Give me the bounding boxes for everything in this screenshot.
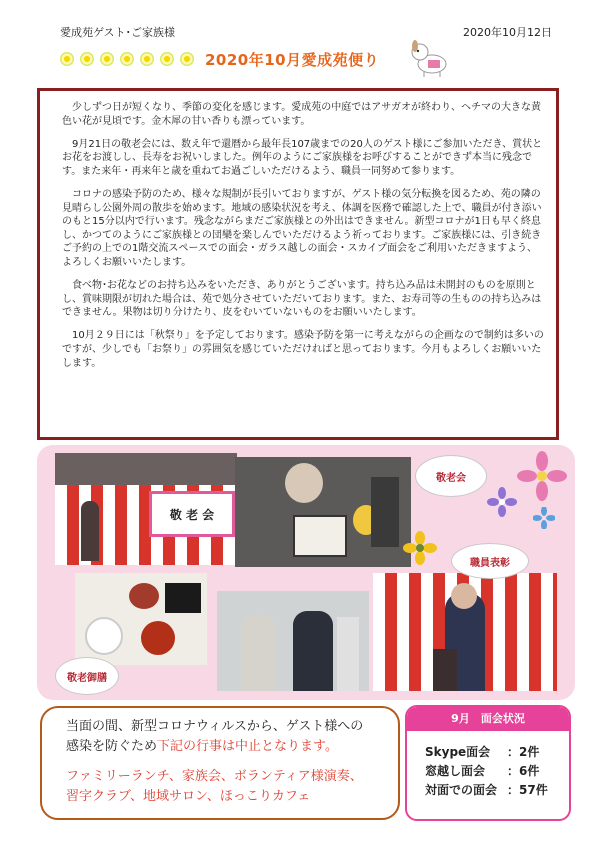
visit-status-title: 9月 面会状況 [407,707,569,731]
flower-icon [140,52,154,66]
flower-icon [120,52,134,66]
visit-label: 対面での面会 [425,783,498,797]
blue-flower-icon [533,507,555,529]
photo-collage [37,445,575,700]
notice-cancel-text: 下記の行事は中止となります。 [157,739,338,754]
letter-paragraph: コロナの感染予防のため、様々な規制が長引いておりますが、ゲスト様の気分転換を図るため、苑の隣の見晴らし公園外周の散歩を始めます。地域の感染状況を考え、体調を医務で確認した上で、職員が付き添いのもと15分以内で行います。残念ながらまだご家族様との外出はできません。新型コロナが1日も早く終息し、かつてのようにご家族様との団欒を楽しんでいただけるよう祈っております。ご家族様には、引き続きご予約の上での1階交流スペースでの面会・ガラス越しの面会・スカイプ面会をご利用いただきますよう、よろしくお願いいたします。 [62,188,542,268]
cancellation-notice [40,706,400,820]
flower-border [60,52,194,66]
ceremony-hall-photo [55,453,237,565]
visit-label: Skype面会 [425,745,491,759]
visit-count: ：6件 [507,764,540,778]
letter-paragraph: 9月21日の敬老会には、数え年で還暦から最年長107歳までの20人のゲスト様にご参加いただき、賞状とお花をお渡しし、長寿をお祝いしました。例年のようにご家族様をお呼びすることができず本当に残念です。また来年・再来年と歳を重ねてお過ごしいただけるよう、職員一同努めて参ります。 [62,138,543,177]
flower-icon [180,52,194,66]
notice-line [66,737,374,757]
visit-label: 窓越し面会 [425,764,486,778]
visit-status-box [405,705,571,821]
issue-date: 2020年10月12日 [463,26,552,39]
keirokai-bubble: 敬老会 [415,455,487,497]
letter-paragraph: 食べ物･お花などのお持ち込みをいただき、ありがとうございます。持ち込み品は未開封のものを原則とし、賞味期限が切れた場合は、苑で処分させていただいております。また、お寿司等の生ものの持ち込みはできません。果物は切り分けたり、皮をむいていないものをお願いいたします。 [62,280,542,319]
notice-prefix: 感染を防ぐため [66,739,158,754]
dog-mascot-icon [408,40,450,78]
yellow-flower-icon [403,531,437,565]
flower-icon [100,52,114,66]
banner-text: 敬 老 会 [169,507,215,522]
letter-paragraph: 10月２９日には「秋祭り」を予定しております。感染予防を第一に考えながらの企画なので制約は多いのですが、少しでも「お祭り」の雰囲気を感じていただければと思っております。今月もよろしくお願いいたします。 [62,330,544,369]
pink-flower-icon [517,451,567,501]
letter-paragraph: 少しずつ日が短くなり、季節の変化を感じます。愛成苑の中庭ではアサガオが終わり、ヘチマの大きな黄色い花が見頃です。金木犀の甘い香りも漂っています。 [62,102,541,127]
notice-line: 当面の間、新型コロナウィルスから、ゲスト様への [66,719,364,734]
award-handover-photo [217,591,369,691]
cancelled-events: ファミリーランチ、家族会、ボランティア様演奏、 [66,769,363,784]
letter-body [37,88,559,440]
visit-count: ：57件 [507,783,548,797]
staff-speech-photo [373,573,557,691]
visit-row [407,743,569,762]
meal-bubble: 敬老御膳 [55,657,119,695]
visit-row [407,781,569,800]
celebration-meal-photo [75,573,207,665]
visit-row [407,762,569,781]
flower-icon [160,52,174,66]
certificate-photo [235,457,411,567]
staff-award-bubble: 職員表彰 [451,543,529,579]
flower-icon [60,52,74,66]
recipient-line: 愛成苑ゲスト･ご家族様 [60,26,176,39]
cancelled-events: 習字クラブ、地域サロン、ほっこりカフェ [66,789,311,804]
purple-flower-icon [487,487,517,517]
flower-icon [80,52,94,66]
visit-count: ：2件 [507,745,540,759]
newsletter-title: 2020年10月愛成苑便り [205,51,380,69]
